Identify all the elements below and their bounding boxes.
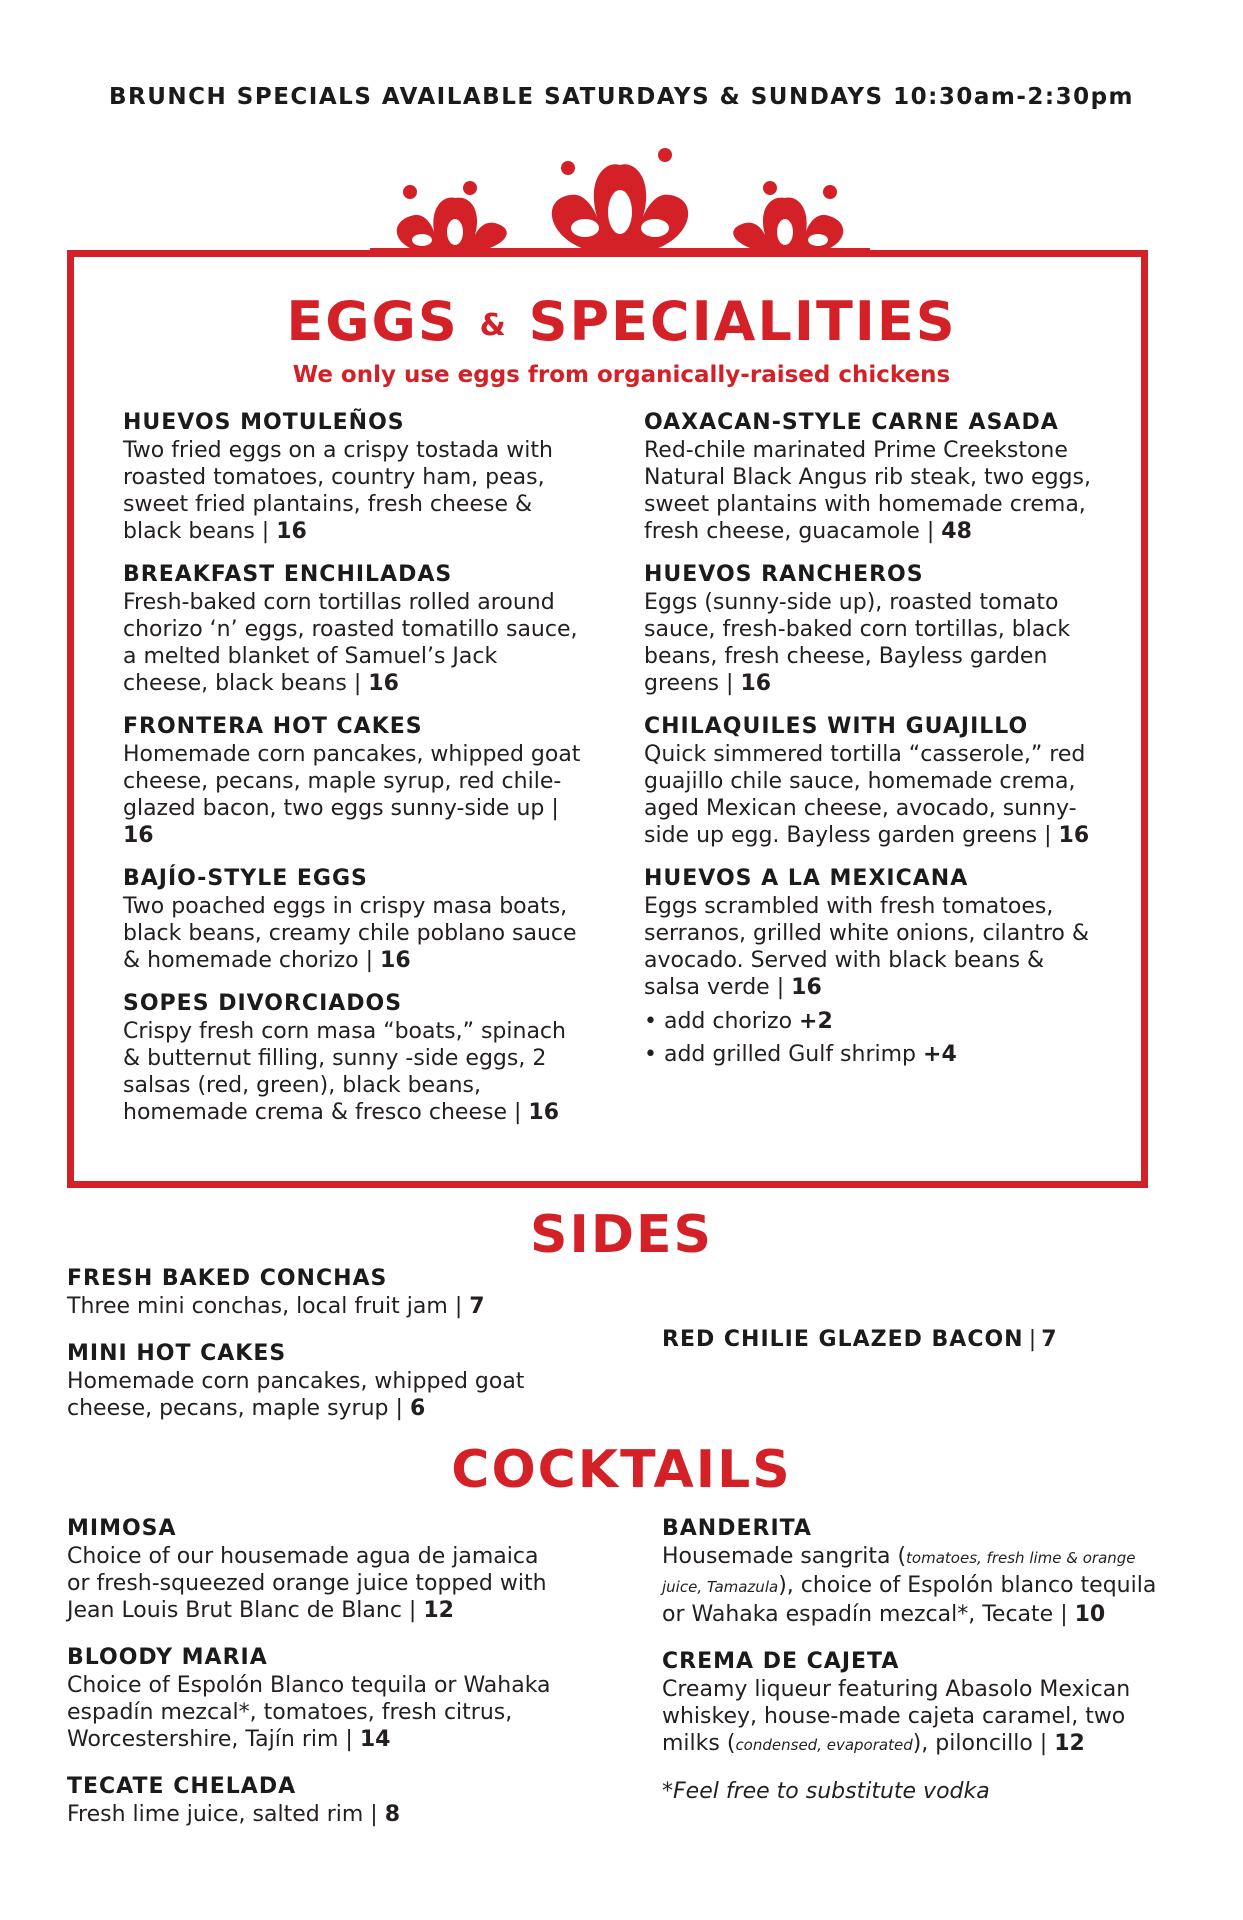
item-desc-text: Fresh-baked corn tortillas rolled around chorizo ‘n’ eggs, roasted tomatillo sauce, a melted blanket of Samuel’s Jack cheese, black beans <box>123 590 578 696</box>
item-desc-text: Two poached eggs in crispy masa boats, black beans, creamy chile poblano sauce & homemade chorizo <box>123 894 577 973</box>
item-price: 10 <box>1074 1602 1106 1627</box>
item-desc-text: Quick simmered tortilla “casserole,” red guajillo chile sauce, homemade crema, aged Mexican cheese, avocado, sunny-side up egg. Bayless garden greens <box>644 742 1086 848</box>
item-price: 48 <box>941 519 972 544</box>
brunch-hours-banner: BRUNCH SPECIALS AVAILABLE SATURDAYS & SUNDAYS 10:30am-2:30pm <box>108 84 1135 110</box>
item-price: 16 <box>380 948 411 973</box>
cocktails-right-column <box>662 1515 1162 1804</box>
item-desc-text: ), piloncillo <box>912 1731 1033 1756</box>
eggs-specialities-title <box>0 290 1243 353</box>
cocktails-title: COCKTAILS <box>451 1440 792 1500</box>
item-name: BAJÍO-STYLE EGGS <box>123 866 368 891</box>
item-description: Quick simmered tortilla “casserole,” red guajillo chile sauce, homemade crema, aged Mexican cheese, avocado, sunny-side up egg. Bayless garden greens | 16 <box>644 742 1090 848</box>
item-description: Crispy fresh corn masa “boats,” spinach & butternut filling, sunny -side eggs, 2 salsas (red, green), black beans, homemade crema & fresco cheese | 16 <box>123 1019 566 1125</box>
menu-item-breakfast-enchiladas <box>123 561 583 697</box>
item-price: 16 <box>276 519 307 544</box>
item-description: Choice of our housemade agua de jamaica or fresh-squeezed orange juice topped with Jean Louis Brut Blanc de Blanc | 12 <box>67 1544 547 1623</box>
item-desc-text: Homemade corn pancakes, whipped goat cheese, pecans, maple syrup, red chile-glazed bacon, two eggs sunny-side up <box>123 742 581 821</box>
title-specialities-word: SPECIALITIES <box>528 290 957 353</box>
item-description: Eggs (sunny-side up), roasted tomato sauce, fresh-baked corn tortillas, black beans, fresh cheese, Bayless garden greens | 16 <box>644 590 1071 696</box>
item-price: 7 <box>469 1294 485 1319</box>
item-desc-text: Red-chile marinated Prime Creekstone Natural Black Angus rib steak, two eggs, sweet plantains with homemade crema, fresh cheese, guacamole <box>644 438 1091 544</box>
menu-item-frontera-hot-cakes <box>123 713 583 849</box>
item-description: Eggs scrambled with fresh tomatoes, serranos, grilled white onions, cilantro & avocado. Served with black beans & salsa verde | 16 <box>644 894 1089 1000</box>
item-price: 16 <box>740 671 772 696</box>
item-desc-text: Choice of Espolón Blanco tequila or Wahaka espadín mezcal*, tomatoes, fresh citrus, Worcestershire, Tajín rim <box>67 1673 551 1752</box>
item-name: FRONTERA HOT CAKES <box>123 714 423 739</box>
title-eggs-word: EGGS <box>286 290 459 353</box>
item-description: Two poached eggs in crispy masa boats, black beans, creamy chile poblano sauce & homemade chorizo | 16 <box>123 894 577 973</box>
item-description: Fresh-baked corn tortillas rolled around chorizo ‘n’ eggs, roasted tomatillo sauce, a melted blanket of Samuel’s Jack cheese, black beans | 16 <box>123 590 578 696</box>
menu-item-chilaquiles-guajillo <box>644 713 1104 849</box>
item-description: Two fried eggs on a crispy tostada with roasted tomatoes, country ham, peas, sweet fried plantains, fresh cheese & black beans | 16 <box>123 438 553 544</box>
menu-item-mini-hot-cakes <box>67 1340 567 1422</box>
item-name: HUEVOS A LA MEXICANA <box>644 866 969 891</box>
papel-picado-ornament-icon <box>370 140 870 255</box>
item-name: CHILAQUILES WITH GUAJILLO <box>644 714 1029 739</box>
item-description: Homemade corn pancakes, whipped goat cheese, pecans, maple syrup | 6 <box>67 1369 525 1421</box>
item-desc-text: Housemade sangrita ( <box>662 1544 907 1569</box>
sides-title: SIDES <box>530 1205 713 1265</box>
item-name: FRESH BAKED CONCHAS <box>67 1266 388 1291</box>
item-name: HUEVOS MOTULEÑOS <box>123 410 405 435</box>
menu-item-oaxacan-carne-asada <box>644 409 1104 545</box>
item-desc-italic: condensed, evaporated <box>735 1736 913 1754</box>
item-description: Choice of Espolón Blanco tequila or Wahaka espadín mezcal*, tomatoes, fresh citrus, Worcestershire, Tajín rim | 14 <box>67 1673 551 1752</box>
eggs-right-column <box>644 409 1104 1071</box>
menu-item-huevos-rancheros <box>644 561 1104 697</box>
item-description: Fresh lime juice, salted rim | 8 <box>67 1802 401 1827</box>
cocktails-left-column <box>67 1515 567 1844</box>
menu-item-huevos-motulenos <box>123 409 583 545</box>
item-price: 16 <box>123 823 154 848</box>
item-desc-text: Fresh lime juice, salted rim <box>67 1802 364 1827</box>
menu-item-sopes-divorciados <box>123 990 583 1126</box>
addon-price: +4 <box>923 1042 957 1067</box>
item-price: 12 <box>1054 1731 1085 1756</box>
item-desc-text: Crispy fresh corn masa “boats,” spinach & butternut filling, sunny -side eggs, 2 salsas (red, green), black beans, homemade crema & fresco cheese <box>123 1019 566 1125</box>
item-name: BANDERITA <box>662 1516 812 1541</box>
item-price: 7 <box>1041 1327 1057 1352</box>
menu-item-bloody-maria <box>67 1644 567 1753</box>
item-desc-text: Two fried eggs on a crispy tostada with roasted tomatoes, country ham, peas, sweet fried plantains, fresh cheese & black beans <box>123 438 553 544</box>
item-desc-text: Creamy liqueur featuring Abasolo Mexican whiskey, house-made cajeta caramel, two milks ( <box>662 1677 1131 1756</box>
addon-label: • add grilled Gulf shrimp <box>644 1042 917 1067</box>
item-desc-italic: tomatoes, fresh lime & orange juice, Tamazula <box>662 1549 1136 1596</box>
item-name: RED CHILIE GLAZED BACON <box>662 1327 1024 1352</box>
item-price: 12 <box>423 1598 454 1623</box>
vodka-substitute-note: *Feel free to substitute vodka <box>662 1779 990 1804</box>
item-desc-text: Eggs scrambled with fresh tomatoes, serranos, grilled white onions, cilantro & avocado. Served with black beans & salsa verde <box>644 894 1089 1000</box>
menu-item-conchas <box>67 1265 567 1320</box>
menu-item-mimosa <box>67 1515 567 1624</box>
menu-item-bajio-style-eggs <box>123 865 583 974</box>
item-desc-text: ), choice of Espolón blanco tequila or Wahaka espadín mezcal*, Tecate <box>662 1573 1157 1627</box>
item-desc-text: Eggs (sunny-side up), roasted tomato sauce, fresh-baked corn tortillas, black beans, fresh cheese, Bayless garden greens <box>644 590 1071 696</box>
eggs-subtitle: We only use eggs from organically-raised chickens <box>292 362 951 388</box>
item-name: HUEVOS RANCHEROS <box>644 562 924 587</box>
menu-item-huevos-a-la-mexicana <box>644 865 1104 1001</box>
item-name: OAXACAN-STYLE CARNE ASADA <box>644 410 1059 435</box>
menu-item-tecate-chelada <box>67 1773 567 1828</box>
item-price: 14 <box>359 1727 391 1752</box>
item-name: BREAKFAST ENCHILADAS <box>123 562 453 587</box>
item-description: Homemade corn pancakes, whipped goat cheese, pecans, maple syrup, red chile-glazed bacon, two eggs sunny-side up | 16 <box>123 742 581 848</box>
item-description: Creamy liqueur featuring Abasolo Mexican whiskey, house-made cajeta caramel, two milks (condensed, evaporated), piloncillo | 12 <box>662 1677 1131 1756</box>
item-price: 16 <box>791 975 822 1000</box>
item-price: 6 <box>409 1396 426 1421</box>
item-desc-text: Choice of our housemade agua de jamaica or fresh-squeezed orange juice topped with Jean Louis Brut Blanc de Blanc <box>67 1544 547 1623</box>
item-name: MIMOSA <box>67 1516 177 1541</box>
item-price: 8 <box>384 1802 401 1827</box>
item-name: TECATE CHELADA <box>67 1774 297 1799</box>
eggs-left-column <box>123 409 583 1142</box>
sides-left-column <box>67 1265 567 1438</box>
addon-price: +2 <box>799 1009 833 1034</box>
item-price: 16 <box>368 671 399 696</box>
addon-chorizo <box>644 1005 1104 1038</box>
title-ampersand: & <box>479 307 508 343</box>
item-name: SOPES DIVORCIADOS <box>123 991 403 1016</box>
addon-label: • add chorizo <box>644 1009 793 1034</box>
item-price: 16 <box>1058 823 1090 848</box>
item-name: CREMA DE CAJETA <box>662 1649 900 1674</box>
menu-item-banderita <box>662 1515 1162 1628</box>
item-description: Housemade sangrita (tomatoes, fresh lime & orange juice, Tamazula), choice of Espolón blanco tequila or Wahaka espadín mezcal*, Tecate | 10 <box>662 1544 1157 1627</box>
item-desc-text: Three mini conchas, local fruit jam <box>67 1294 448 1319</box>
addon-gulf-shrimp <box>644 1038 1104 1071</box>
item-name: BLOODY MARIA <box>67 1645 268 1670</box>
item-desc-text: Homemade corn pancakes, whipped goat cheese, pecans, maple syrup <box>67 1369 525 1421</box>
menu-item-crema-de-cajeta <box>662 1648 1162 1759</box>
menu-item-red-chile-bacon: RED CHILIE GLAZED BACON | 7 <box>662 1327 1057 1352</box>
item-description: Three mini conchas, local fruit jam | 7 <box>67 1294 485 1319</box>
item-name: MINI HOT CAKES <box>67 1341 287 1366</box>
item-description: Red-chile marinated Prime Creekstone Natural Black Angus rib steak, two eggs, sweet plantains with homemade crema, fresh cheese, guacamole | 48 <box>644 438 1091 544</box>
item-price: 16 <box>528 1100 560 1125</box>
